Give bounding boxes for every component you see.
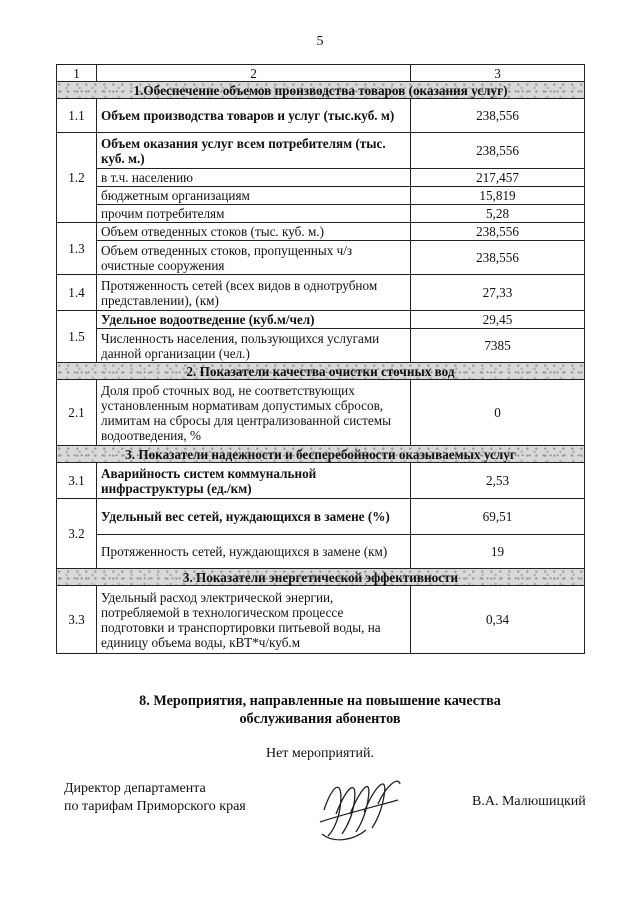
table-row xyxy=(57,99,585,133)
table-row xyxy=(57,586,585,654)
row-label: Аварийность систем коммунальной инфраструктуры (ед./км) xyxy=(97,463,411,499)
row-value: 15,819 xyxy=(411,187,585,205)
row-value: 2,53 xyxy=(411,463,585,499)
row-number: 1.1 xyxy=(57,99,97,133)
handwritten-signature xyxy=(314,770,406,846)
section-8-heading-line-2: обслуживания абонентов xyxy=(239,711,401,727)
table-header-row xyxy=(57,65,585,82)
section-3-title: 3. Показатели надежности и бесперебойности оказываемых услуг xyxy=(57,446,585,463)
row-value: 238,556 xyxy=(411,133,585,169)
section-row xyxy=(57,363,585,380)
table-row xyxy=(57,535,585,569)
row-label: Протяженность сетей, нуждающихся в замене (км) xyxy=(97,535,411,569)
row-number: 3.3 xyxy=(57,586,97,654)
row-value: 238,556 xyxy=(411,99,585,133)
table-row xyxy=(57,241,585,275)
row-label: Объем отведенных стоков, пропущенных ч/з очистные сооружения xyxy=(97,241,411,275)
header-col-2: 2 xyxy=(97,65,411,82)
row-number: 1.5 xyxy=(57,311,97,363)
section-row xyxy=(57,446,585,463)
row-label: прочим потребителям xyxy=(97,205,411,223)
table-row xyxy=(57,329,585,363)
signer-position xyxy=(64,780,246,816)
row-value: 69,51 xyxy=(411,499,585,535)
row-label: Доля проб сточных вод, не соответствующих установленным нормативам допустимых сбросов, лимитам на сбросы для централизованной системы водоотведения, % xyxy=(97,380,411,446)
row-value: 0,34 xyxy=(411,586,585,654)
row-label: Объем оказания услуг всем потребителям (тыс. куб. м.) xyxy=(97,133,411,169)
table-row xyxy=(57,380,585,446)
table-row xyxy=(57,275,585,311)
row-number: 1.4 xyxy=(57,275,97,311)
section-8-heading xyxy=(0,692,640,728)
row-number: 3.2 xyxy=(57,499,97,569)
row-value: 19 xyxy=(411,535,585,569)
table-row xyxy=(57,223,585,241)
row-label: Протяженность сетей (всех видов в однотрубном представлении), (км) xyxy=(97,275,411,311)
table-row xyxy=(57,187,585,205)
row-value: 29,45 xyxy=(411,311,585,329)
row-label: Удельное водоотведение (куб.м/чел) xyxy=(97,311,411,329)
table-row xyxy=(57,169,585,187)
row-value: 7385 xyxy=(411,329,585,363)
signer-position-line-2: по тарифам Приморского края xyxy=(64,799,246,814)
section-4-title: 3. Показатели энергетической эффективности xyxy=(57,569,585,586)
row-label: бюджетным организациям xyxy=(97,187,411,205)
table-row xyxy=(57,499,585,535)
row-number: 2.1 xyxy=(57,380,97,446)
table-row xyxy=(57,205,585,223)
row-label: Объем производства товаров и услуг (тыс.куб. м) xyxy=(97,99,411,133)
section-2-title: 2. Показатели качества очистки сточных вод xyxy=(57,363,585,380)
row-number: 3.1 xyxy=(57,463,97,499)
row-number: 1.3 xyxy=(57,223,97,275)
section-1-title: 1.Обеспечение объемов производства товаров (оказания услуг) xyxy=(57,82,585,99)
row-value: 238,556 xyxy=(411,223,585,241)
header-col-1: 1 xyxy=(57,65,97,82)
section-row xyxy=(57,569,585,586)
row-label: Численность населения, пользующихся услугами данной организации (чел.) xyxy=(97,329,411,363)
table-row xyxy=(57,463,585,499)
page-number: 5 xyxy=(316,34,324,49)
row-label: Объем отведенных стоков (тыс. куб. м.) xyxy=(97,223,411,241)
signer-position-line-1: Директор департамента xyxy=(64,781,206,796)
section-8-heading-line-1: 8. Мероприятия, направленные на повышение качества xyxy=(139,693,501,709)
row-value: 238,556 xyxy=(411,241,585,275)
row-value: 0 xyxy=(411,380,585,446)
indicators-table xyxy=(56,64,585,654)
no-measures-text: Нет мероприятий. xyxy=(265,746,375,761)
section-row xyxy=(57,82,585,99)
row-label: в т.ч. населению xyxy=(97,169,411,187)
row-value: 27,33 xyxy=(411,275,585,311)
signer-name: В.А. Малюшицкий xyxy=(472,794,586,809)
table-row xyxy=(57,311,585,329)
row-label: Удельный расход электрической энергии, потребляемой в технологическом процессе подготовки и транспортировки питьевой воды, на единицу объема воды, кВТ*ч/куб.м xyxy=(97,586,411,654)
table-row xyxy=(57,133,585,169)
row-number: 1.2 xyxy=(57,133,97,223)
row-value: 217,457 xyxy=(411,169,585,187)
row-value: 5,28 xyxy=(411,205,585,223)
header-col-3: 3 xyxy=(411,65,585,82)
row-label: Удельный вес сетей, нуждающихся в замене (%) xyxy=(97,499,411,535)
